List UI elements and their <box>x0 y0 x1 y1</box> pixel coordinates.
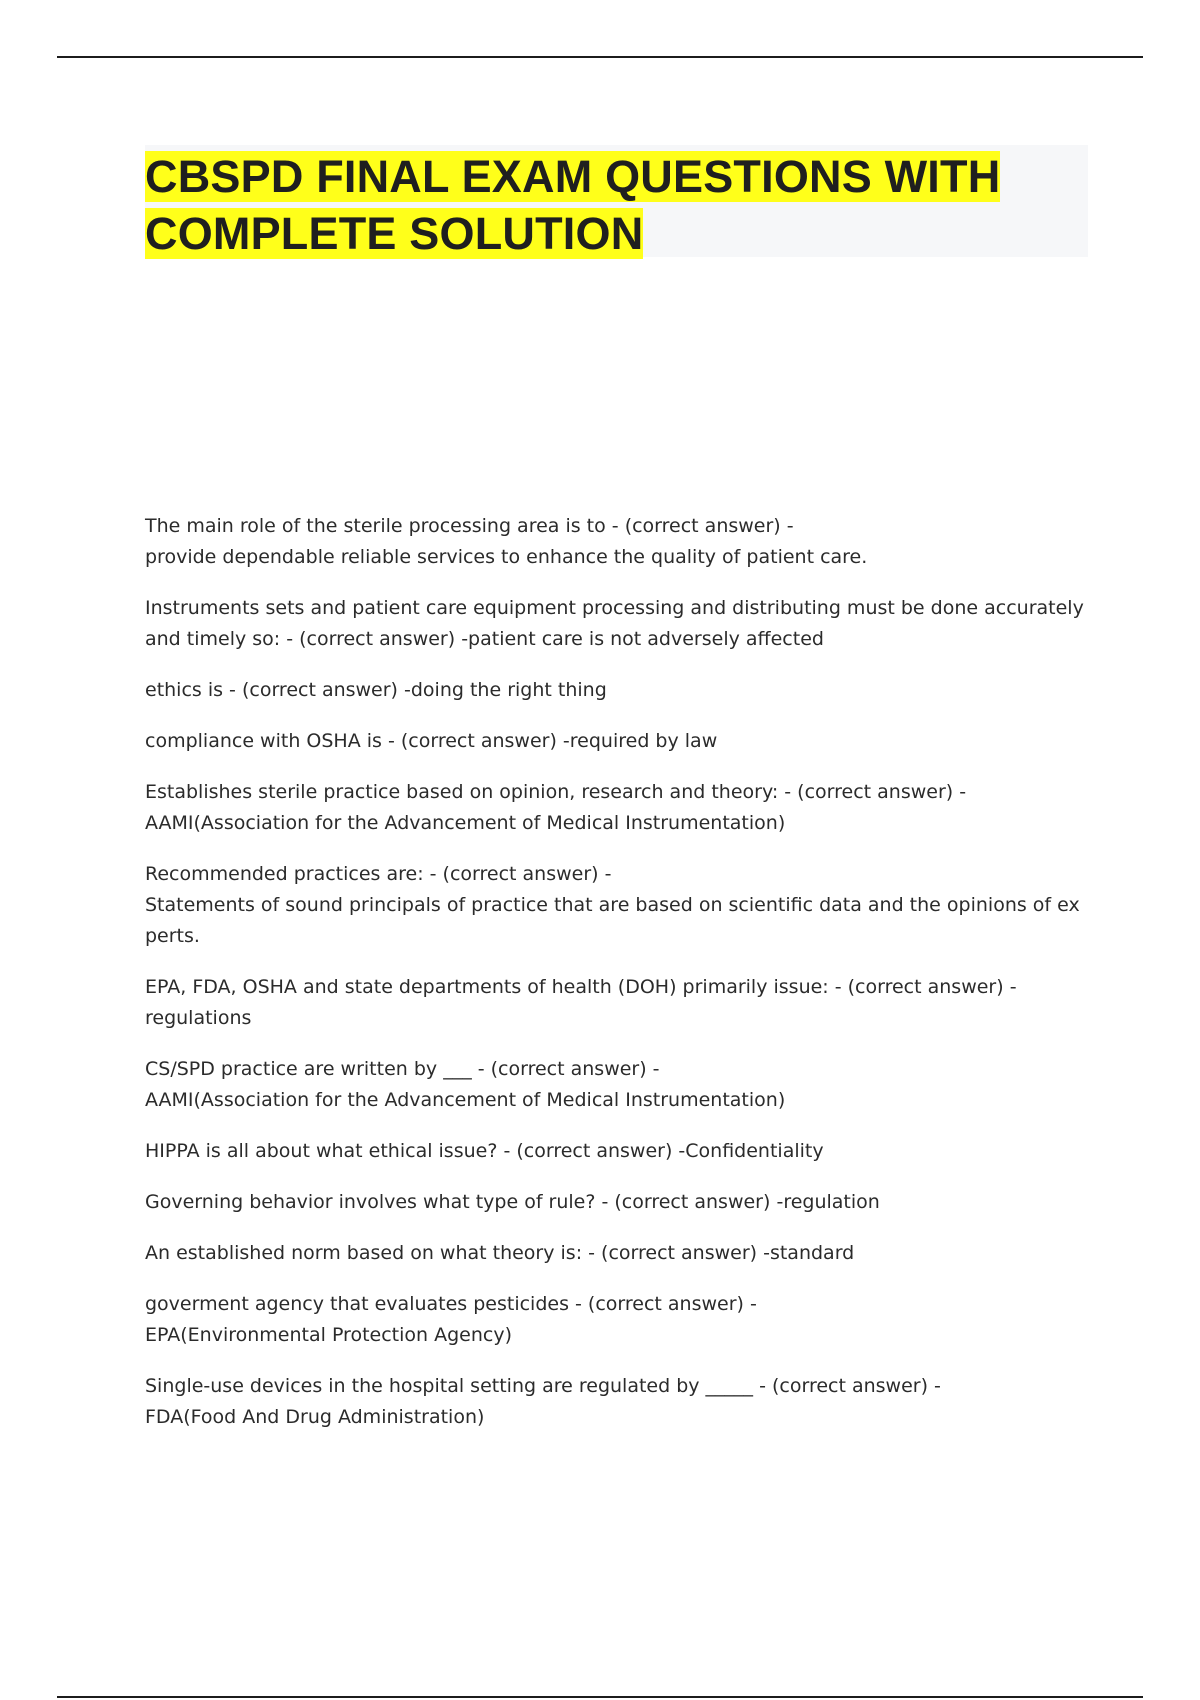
qa-question: The main role of the sterile processing area is to - (correct answer) - <box>145 515 794 537</box>
qa-item <box>145 511 1085 573</box>
qa-question: HIPPA is all about what ethical issue? - (correct answer) - <box>145 1140 686 1162</box>
title-block <box>145 145 1088 257</box>
qa-answer: patient care is not adversely affected <box>468 628 824 650</box>
qa-answer: FDA(Food And Drug Administration) <box>145 1406 485 1428</box>
qa-answer: AAMI(Association for the Advancement of Medical Instrumentation) <box>145 812 786 834</box>
qa-item <box>145 726 1085 757</box>
qa-question: Single-use devices in the hospital setting are regulated by _____ - (correct answer) - <box>145 1375 941 1397</box>
qa-answer: provide dependable reliable services to enhance the quality of patient care. <box>145 546 868 568</box>
qa-answer: doing the right thing <box>410 679 607 701</box>
qa-answer: regulations <box>145 1007 252 1029</box>
qa-answer: standard <box>769 1242 855 1264</box>
qa-item <box>145 859 1085 952</box>
top-divider <box>57 56 1143 58</box>
qa-question: goverment agency that evaluates pesticides - (correct answer) - <box>145 1293 757 1315</box>
qa-answer: regulation <box>783 1191 880 1213</box>
qa-item <box>145 1187 1085 1218</box>
qa-answer: EPA(Environmental Protection Agency) <box>145 1324 512 1346</box>
qa-question: An established norm based on what theory is: - (correct answer) - <box>145 1242 770 1264</box>
qa-answer: Confidentiality <box>685 1140 824 1162</box>
qa-item <box>145 1289 1085 1351</box>
qa-answer: AAMI(Association for the Advancement of Medical Instrumentation) <box>145 1089 786 1111</box>
qa-question: CS/SPD practice are written by ___ - (correct answer) - <box>145 1058 660 1080</box>
qa-item <box>145 777 1085 839</box>
qa-item <box>145 1054 1085 1116</box>
title-line-1: CBSPD FINAL EXAM QUESTIONS WITH <box>145 151 1001 202</box>
qa-item <box>145 675 1085 706</box>
qa-answer: required by law <box>569 730 718 752</box>
qa-question: EPA, FDA, OSHA and state departments of health (DOH) primarily issue: - (correct answer) - <box>145 976 1017 998</box>
document-title <box>145 145 1088 262</box>
qa-item <box>145 972 1085 1034</box>
qa-question: Instruments sets and patient care equipment processing and distributing must be done accurately and timely so: - (correct answer) - <box>145 597 1084 650</box>
qa-item <box>145 1136 1085 1167</box>
qa-question: Governing behavior involves what type of rule? - (correct answer) - <box>145 1191 784 1213</box>
qa-item <box>145 1371 1085 1433</box>
qa-question: ethics is - (correct answer) - <box>145 679 411 701</box>
qa-question: Recommended practices are: - (correct answer) - <box>145 863 612 885</box>
qa-question: Establishes sterile practice based on opinion, research and theory: - (correct answer) - <box>145 781 967 803</box>
qa-list <box>145 511 1085 1453</box>
qa-item <box>145 1238 1085 1269</box>
title-line-2: COMPLETE SOLUTION <box>145 208 644 259</box>
qa-question: compliance with OSHA is - (correct answer) - <box>145 730 570 752</box>
qa-item <box>145 593 1085 655</box>
bottom-divider <box>57 1696 1143 1698</box>
qa-answer: Statements of sound principals of practice that are based on scientific data and the opinions of experts. <box>145 894 1080 947</box>
